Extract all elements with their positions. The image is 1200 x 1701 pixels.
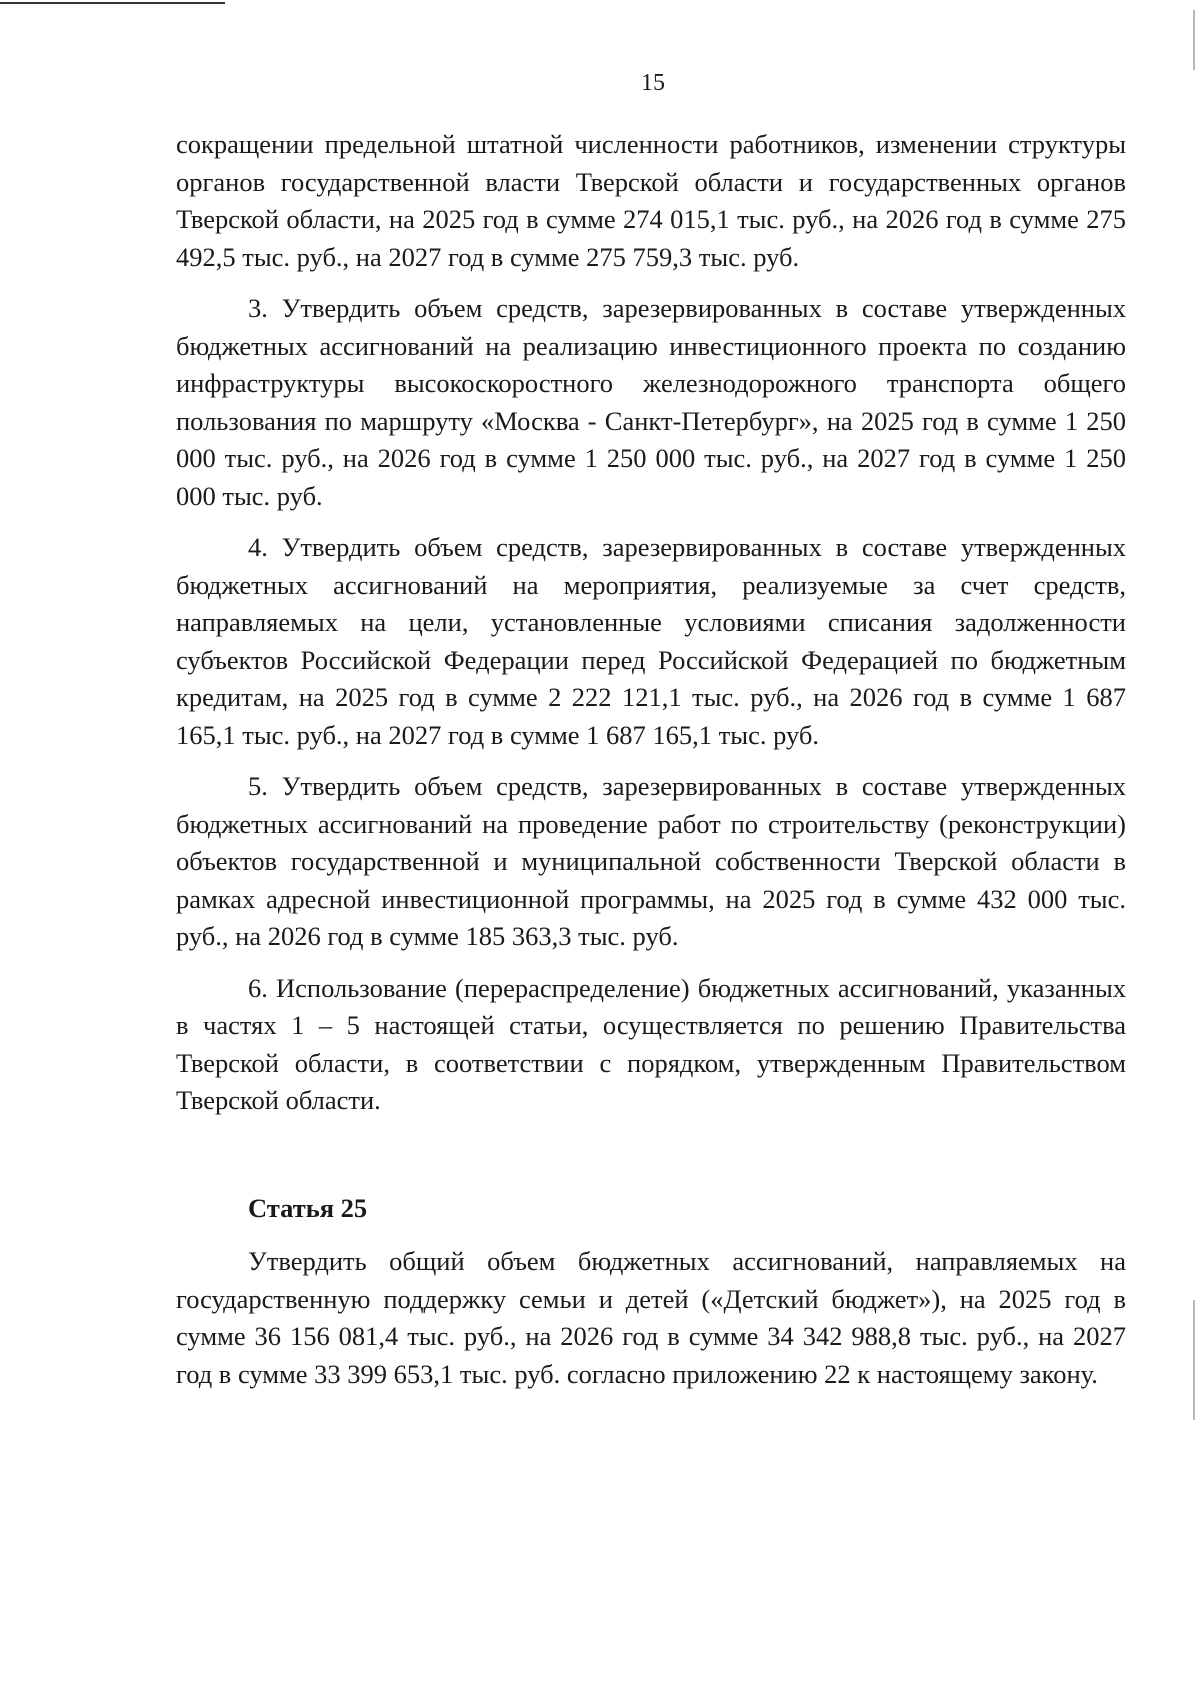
paragraph-continuation: сокращении предельной штатной численности работников, изменении структуры органов государственной власти Тверской области и государственных органов Тверской области, на 2025 год в сумме 274 015,1 тыс. руб., на 2026 год в сумме 275 492,5 тыс. руб., на 2027 год в сумме 275 759,3 тыс. руб. xyxy=(176,129,1126,272)
article-heading: Статья 25 xyxy=(248,1192,368,1223)
paragraph-item-6: 6. Использование (перераспределение) бюджетных ассигнований, указанных в частях 1 – 5 настоящей статьи, осуществляется по решению Правительства Тверской области, в соответствии с порядком, утвержденным Правительством Тверской области. xyxy=(176,972,1126,1115)
article-paragraph: Утвердить общий объем бюджетных ассигнований, направляемых на государственную поддержку семьи и детей («Детский бюджет»), на 2025 год в сумме 36 156 081,4 тыс. руб., на 2026 год в сумме 34 342 988,8 тыс. руб., на 2027 год в сумме 33 399 653,1 тыс. руб. согласно приложению 22 к настоящему закону. xyxy=(176,1246,1126,1389)
paragraph-item-3: 3. Утвердить объем средств, зарезервированных в составе утвержденных бюджетных ассигнований на реализацию инвестиционного проекта по созданию инфраструктуры высокоскоростного железнодорожного транспорта общего пользования по маршруту «Москва - Санкт-Петербург», на 2025 год в сумме 1 250 000 тыс. руб., на 2026 год в сумме 1 250 000 тыс. руб., на 2027 год в сумме 1 250 000 тыс. руб. xyxy=(176,293,1126,511)
scan-top-border-line xyxy=(0,2,225,4)
scan-edge-mark xyxy=(1193,10,1195,70)
paragraph-item-5: 5. Утвердить объем средств, зарезервированных в составе утвержденных бюджетных ассигнований на проведение работ по строительству (реконструкции) объектов государственной и муниципальной собственности Тверской области в рамках адресной инвестиционной программы, на 2025 год в сумме 432 000 тыс. руб., на 2026 год в сумме 185 363,3 тыс. руб. xyxy=(176,771,1126,951)
paragraph-item-4: 4. Утвердить объем средств, зарезервированных в составе утвержденных бюджетных ассигнований на мероприятия, реализуемые за счет средств, направляемых на цели, установленные условиями списания задолженности субъектов Российской Федерации перед Российской Федерацией по бюджетным кредитам, на 2025 год в сумме 2 222 121,1 тыс. руб., на 2026 год в сумме 1 687 165,1 тыс. руб., на 2027 год в сумме 1 687 165,1 тыс. руб. xyxy=(176,532,1126,750)
scan-edge-mark xyxy=(1193,1300,1195,1420)
page-number: 15 xyxy=(641,70,665,96)
document-body xyxy=(176,126,1126,1393)
